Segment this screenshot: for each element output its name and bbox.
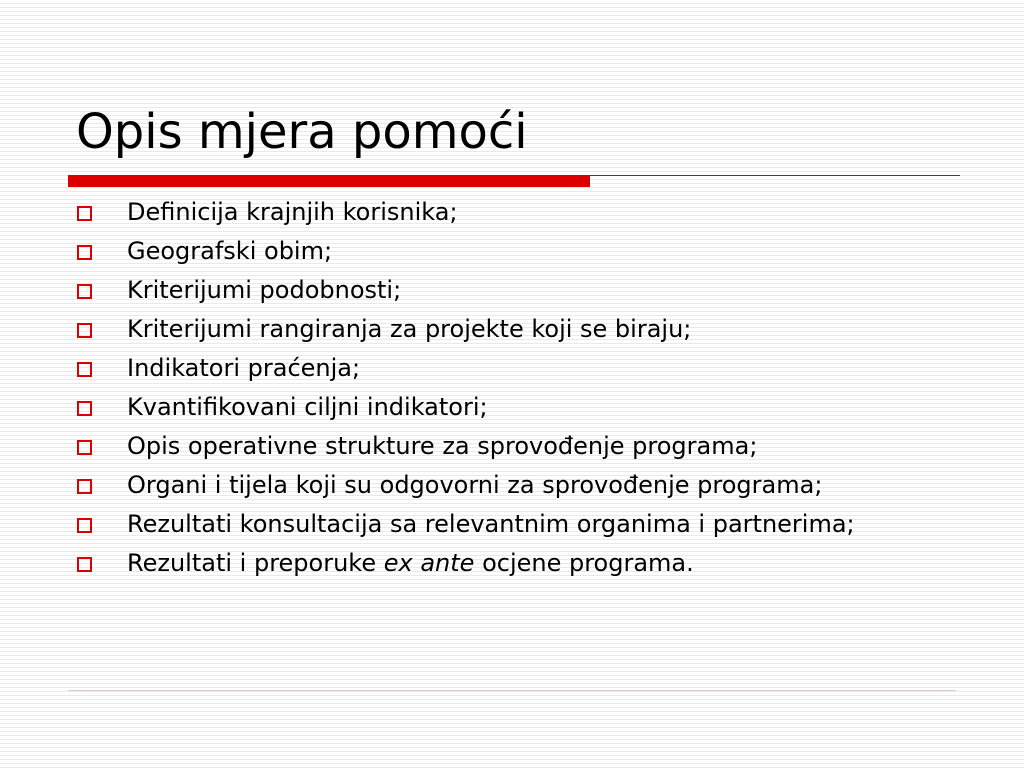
hollow-square-bullet-icon [77, 206, 92, 221]
bullet-item [76, 317, 956, 341]
bullet-item [76, 200, 956, 224]
bullet-item-last [76, 551, 956, 575]
bullet-item [76, 278, 956, 302]
bullet-item [76, 239, 956, 263]
bullet-text: Kriterijumi podobnosti; [127, 276, 402, 304]
bullet-item [76, 473, 956, 497]
footer-divider [68, 690, 956, 691]
hollow-square-bullet-icon [77, 557, 92, 572]
bullet-text-italic: ex ante [383, 549, 475, 577]
bullet-item [76, 356, 956, 380]
hollow-square-bullet-icon [77, 440, 92, 455]
title-underline-thin [590, 175, 960, 176]
slide-title: Opis mjera pomoći [76, 104, 528, 160]
bullet-text: Indikatori praćenja; [127, 354, 361, 382]
hollow-square-bullet-icon [77, 362, 92, 377]
bullet-text: Kvantifikovani ciljni indikatori; [127, 393, 488, 421]
hollow-square-bullet-icon [77, 284, 92, 299]
hollow-square-bullet-icon [77, 401, 92, 416]
bullet-text: Rezultati konsultacija sa relevantnim organima i partnerima; [127, 510, 855, 538]
bullet-text: Opis operativne strukture za sprovođenje programa; [127, 432, 758, 460]
bullet-text: Kriterijumi rangiranja za projekte koji se biraju; [127, 315, 692, 343]
title-underline-thick [68, 175, 590, 187]
bullet-text: Organi i tijela koji su odgovorni za sprovođenje programa; [127, 471, 823, 499]
bullet-item [76, 395, 956, 419]
hollow-square-bullet-icon [77, 323, 92, 338]
bullet-text: Geografski obim; [127, 237, 333, 265]
bullet-text-before: Rezultati i preporuke [127, 549, 384, 577]
hollow-square-bullet-icon [77, 518, 92, 533]
bullet-text: Definicija krajnjih korisnika; [127, 198, 458, 226]
bullet-text-after: ocjene programa. [474, 549, 694, 577]
hollow-square-bullet-icon [77, 479, 92, 494]
bullet-item [76, 512, 956, 536]
hollow-square-bullet-icon [77, 245, 92, 260]
bullet-item [76, 434, 956, 458]
bullet-list [76, 200, 956, 590]
